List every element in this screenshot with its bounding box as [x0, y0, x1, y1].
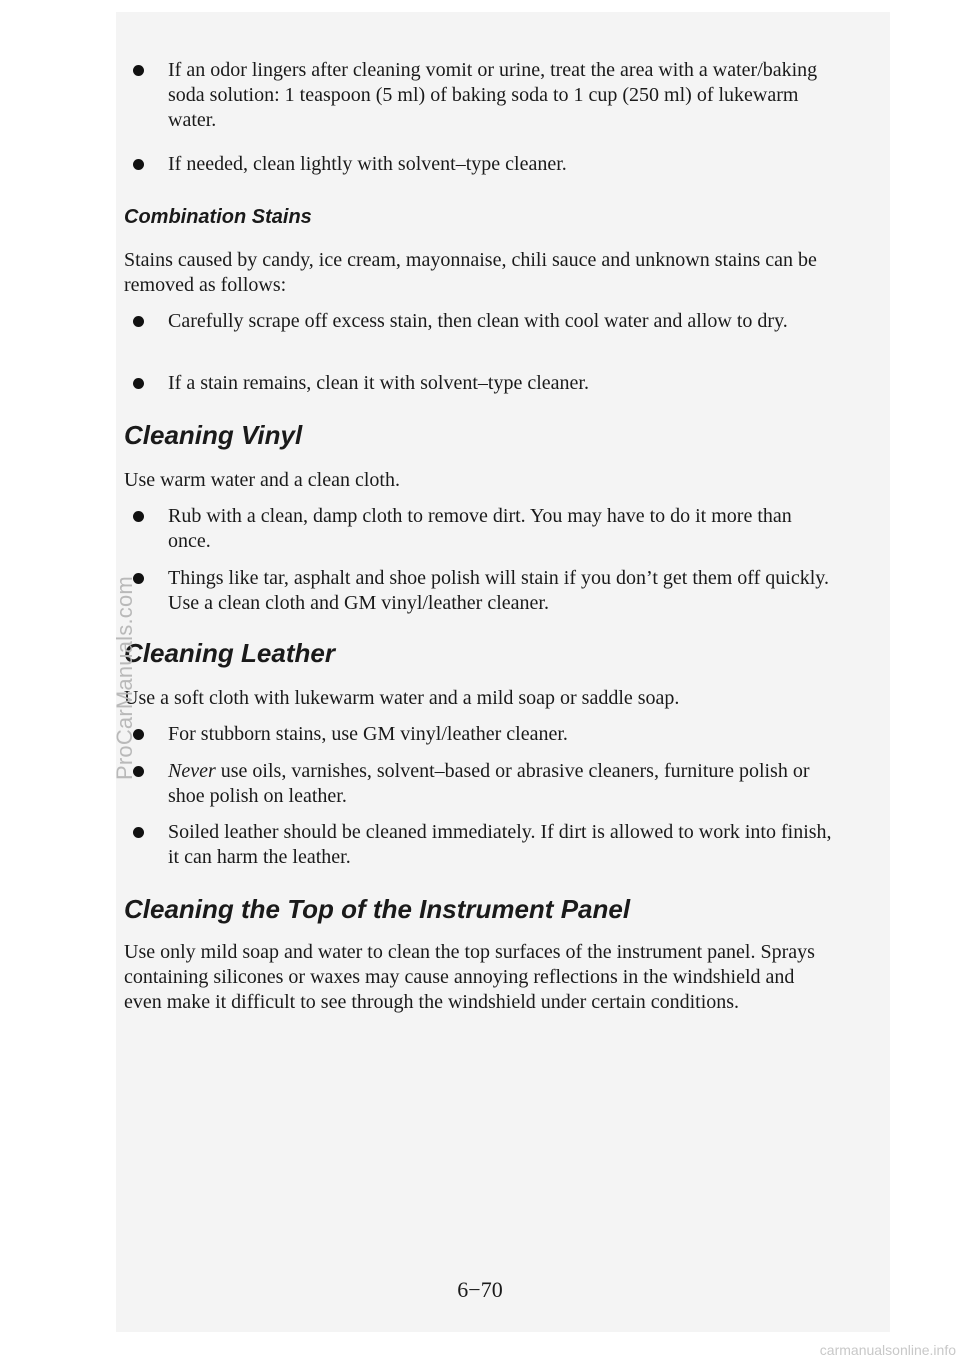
bullet-scrape: Carefully scrape off excess stain, then clean with cool water and allow to dry.: [124, 309, 834, 334]
bullet-soiled: Soiled leather should be cleaned immediately. If dirt is allowed to work into finish, it can harm the leather.: [124, 820, 834, 870]
bullet-stain-remains: If a stain remains, clean it with solvent–type cleaner.: [124, 371, 834, 396]
footer-watermark: carmanualsonline.info: [819, 1342, 956, 1358]
side-watermark: ProCarManuals.com: [112, 576, 137, 780]
bullet-rub: Rub with a clean, damp cloth to remove dirt. You may have to do it more than once.: [124, 504, 834, 554]
combination-stains-body: Stains caused by candy, ice cream, mayonnaise, chili sauce and unknown stains can be removed as follows:: [124, 249, 817, 296]
page-number: 6−70: [457, 1277, 503, 1302]
cleaning-leather-heading: Cleaning Leather: [124, 638, 335, 668]
bullet-dot: [133, 316, 144, 327]
bullet-stubborn: For stubborn stains, use GM vinyl/leather cleaner.: [124, 722, 834, 747]
cleaning-vinyl-body: Use warm water and a clean cloth.: [124, 469, 400, 491]
cleaning-leather-body: Use a soft cloth with lukewarm water and a mild soap or saddle soap.: [124, 687, 680, 709]
bullet-dot: [133, 511, 144, 522]
bullet-never: Never use oils, varnishes, solvent–based or abrasive cleaners, furniture polish or shoe polish on leather.: [124, 759, 834, 809]
cleaning-vinyl-heading: Cleaning Vinyl: [124, 420, 303, 450]
bullet-dot: [133, 65, 144, 76]
instrument-panel-heading: Cleaning the Top of the Instrument Panel: [124, 894, 631, 924]
bullet-tar: Things like tar, asphalt and shoe polish will stain if you don’t get them off quickly. Use a clean cloth and GM vinyl/leather cleaner.: [124, 566, 834, 616]
bullet-dot: [133, 827, 144, 838]
combination-stains-heading: Combination Stains: [124, 206, 312, 228]
bullet-dot: [133, 159, 144, 170]
bullet-odor: If an odor lingers after cleaning vomit or urine, treat the area with a water/baking soda solution: 1 teaspoon (5 ml) of baking soda to 1 cup (250 ml) of lukewarm water.: [124, 58, 834, 133]
bullet-solvent: If needed, clean lightly with solvent–type cleaner.: [124, 152, 834, 177]
emphasis-never: Never: [168, 760, 216, 782]
bullet-dot: [133, 378, 144, 389]
instrument-panel-body: Use only mild soap and water to clean the top surfaces of the instrument panel. Sprays containing silicones or waxes may cause annoying reflections in the windshield and even make it difficult to see through the windshield under certain conditions.: [124, 941, 815, 1013]
